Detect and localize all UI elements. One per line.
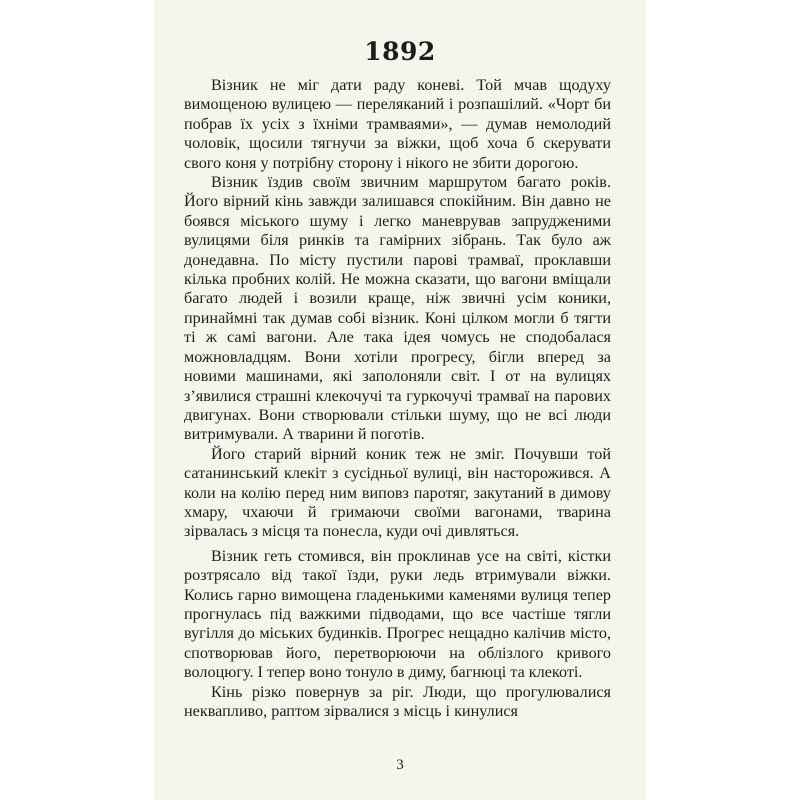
paragraph: Його старий вірний коник теж не зміг. Почувши той сатанинський клекіт з сусідньої вулиці, він насторожився. А коли на колію перед ним виповз паротяг, закутаний в димову хмару, чхаючи й гримаючи своїми вагонами, тварина зірвалась з місця та понесла, куди очі дивляться. xyxy=(184,444,611,541)
page-number: 3 xyxy=(396,757,404,773)
paragraph: Візник геть стомився, він проклинав усе на світі, кістки розтрясало від такої їзди, руки ледь втримували віжки. Колись гарно вимощена гладенькими каменями вулиця тепер прогнулась під важкими підводами, що все частіше тягли вугілля до міських будинків. Прогрес нещадно калічив місто, спотворював його, перетворюючи на облізлого кривого волоцюгу. І тепер воно тонуло в диму, багнюці та клекоті. xyxy=(184,546,611,682)
paragraph: Візник не міг дати раду коневі. Той мчав щодуху вимощеною вулицею — переляканий і розпашілий. «Чорт би побрав їх усіх з їхніми трамваями», — думав немолодий чоловік, щосили тягнучи за віжки, щоб хоча б скерувати свого коня у потрібну сторону і нікого не збити дорогою. xyxy=(184,76,611,172)
paragraph: Візник їздив своїм звичним маршрутом багато років. Його вірний кінь завжди залишався спокійним. Він давно не боявся міського шуму і легко маневрував запрудженими вулицями біля ринків та гамірних зібрань. Так було аж донедавна. По місту пустили парові трамваї, проклавши кілька пробних колій. Не можна сказати, що вагони вміщали багато людей і возили краще, ніж звичні усім коники, принаймні так думав собі візник. Коні цілком могли б тягти ті ж самі вагони. Але така ідея чомусь не сподобалася можновладцям. Вони хотіли прогресу, бігли вперед за новими машинами, які заполоняли світ. І от на вулицях з’явилися страшні клекочучі та гуркочучі трамваї на парових двигунах. Вони створювали стільки шуму, що не всі люди витримували. А тварини й поготів. xyxy=(184,173,611,444)
chapter-heading: 1892 xyxy=(364,37,436,66)
paragraph: Кінь різко повернув за ріг. Люди, що прогулювалися неквапливо, раптом зірвалися з місць і кинулися xyxy=(184,682,611,720)
book-page xyxy=(154,0,646,800)
body-text xyxy=(184,76,611,721)
